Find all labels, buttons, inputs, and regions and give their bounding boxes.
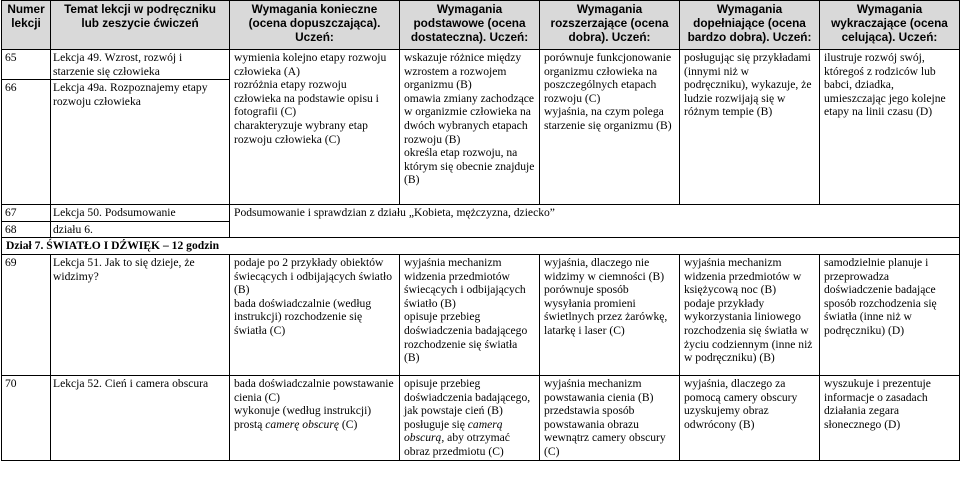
header-num: Numer lekcji xyxy=(2,1,51,50)
req-podstawowe-cell xyxy=(400,254,540,375)
req-dopelniajace-cell xyxy=(680,375,820,460)
header-dopelniajace: Wymagania dopełniające (ocena bardzo dobra). Uczeń: xyxy=(680,1,820,50)
lesson-topic: Lekcja 51. Jak to się dzieje, że widzimy? xyxy=(51,254,230,375)
requirement-text: wykonuje (według instrukcji) prostą xyxy=(234,404,372,431)
requirement-item: wyjaśnia, dlaczego za pomocą camery obscury uzyskujemy obraz odwrócony (B) xyxy=(684,376,798,431)
requirement-item: omawia zmiany zachodzące w organizmie człowieka na dwóch wybranych etapach rozwoju (B) xyxy=(404,91,535,146)
requirement-item: ilustruje rozwój swój, któregoś z rodziców lub babci, dziadka, umieszczając jego kolejne etapy na linii czasu (D) xyxy=(824,51,946,119)
requirement-item: wyjaśnia mechanizm widzenia przedmiotów świecących i odbijających światło (B) xyxy=(404,255,526,310)
req-rozszerzajace-cell xyxy=(540,375,680,460)
requirement-item: bada doświadczalnie powstawanie cienia (C) xyxy=(234,376,394,404)
requirement-item xyxy=(404,418,535,459)
req-wykraczajace-cell xyxy=(820,254,960,375)
header-podstawowe: Wymagania podstawowe (ocena dostateczna). Uczeń: xyxy=(400,1,540,50)
requirement-item: posługując się przykładami (innymi niż w podręczniku), wykazuje, że ludzie rozwijają się w różnym tempie (B) xyxy=(684,51,812,119)
header-rozszerzajace: Wymagania rozszerzające (ocena dobra). Uczeń: xyxy=(540,1,680,50)
lesson-number: 66 xyxy=(2,80,51,205)
lesson-number: 70 xyxy=(2,375,51,460)
table-row xyxy=(2,205,960,222)
requirement-item: wyjaśnia, na czym polega starzenie się organizmu (B) xyxy=(544,105,672,132)
req-podstawowe-cell xyxy=(400,50,540,205)
requirement-item: wskazuje różnice między wzrostem a rozwojem organizmu (B) xyxy=(404,51,522,92)
requirement-item: podaje po 2 przykłady obiektów świecących i odbijających światło (B) xyxy=(234,255,393,297)
req-rozszerzajace-cell xyxy=(540,254,680,375)
req-podstawowe-cell xyxy=(400,375,540,460)
requirement-item xyxy=(234,404,395,431)
table-row xyxy=(2,375,960,460)
table-row xyxy=(2,254,960,375)
header-wykraczajace: Wymagania wykraczające (ocena celująca). Uczeń: xyxy=(820,1,960,50)
requirement-item: bada doświadczalnie (według instrukcji) rozchodzenie się światła (C) xyxy=(234,296,372,337)
lesson-topic: działu 6. xyxy=(51,221,230,238)
lesson-number: 69 xyxy=(2,254,51,375)
header-konieczne: Wymagania konieczne (ocena dopuszczająca). Uczeń: xyxy=(230,1,400,50)
curriculum-table xyxy=(1,0,960,461)
requirement-text: aby otrzymać obraz przedmiotu (C) xyxy=(404,431,510,458)
requirement-text: posługuje się xyxy=(404,417,465,431)
req-rozszerzajace-cell xyxy=(540,50,680,205)
req-wykraczajace-cell xyxy=(820,50,960,205)
lesson-number: 68 xyxy=(2,221,51,238)
requirement-item: rozróżnia etapy rozwoju człowieka na podstawie opisu i fotografii (C) xyxy=(234,78,379,119)
requirement-item: wyjaśnia mechanizm powstawania cienia (B) xyxy=(544,376,654,404)
lesson-topic: Lekcja 49. Wzrost, rozwój i starzenie się człowieka xyxy=(51,50,230,80)
requirement-item: wyjaśnia mechanizm widzenia przedmiotów w księżycową noc (B) xyxy=(684,255,802,297)
lesson-number: 67 xyxy=(2,205,51,222)
requirement-item: określa etap rozwoju, na którym się obecnie znajduje (B) xyxy=(404,146,535,187)
req-dopelniajace-cell xyxy=(680,254,820,375)
table-row xyxy=(2,50,960,80)
req-konieczne-cell xyxy=(230,375,400,460)
requirement-item: porównuje funkcjonowanie organizmu człowieka na poszczególnych etapach rozwoju (C) xyxy=(544,51,672,105)
requirement-item: samodzielnie planuje i przeprowadza doświadczenie badające sposób rozchodzenia się światła (inne niż w podręczniku) (D) xyxy=(824,255,937,337)
requirement-item: wyjaśnia, dlaczego nie widzimy w ciemności (B) xyxy=(544,255,665,283)
requirement-item: opisuje przebieg doświadczenia badającego, jak powstaje cień (B) xyxy=(404,376,531,418)
summary-cell: Podsumowanie i sprawdzian z działu „Kobieta, mężczyzna, dziecko” xyxy=(230,205,960,238)
header-topic: Temat lekcji w podręczniku lub zeszycie ćwiczeń xyxy=(51,1,230,50)
requirement-item: porównuje sposób wysyłania promieni świetlnych przez żarówkę, latarkę i laser (C) xyxy=(544,283,668,337)
lesson-topic: Lekcja 49a. Rozpoznajemy etapy rozwoju człowieka xyxy=(51,80,230,205)
requirement-item: wymienia kolejno etapy rozwoju człowieka (A) xyxy=(234,51,387,78)
requirement-item: przedstawia sposób powstawania obrazu wewnątrz camery obscury (C) xyxy=(544,404,666,458)
requirement-item: podaje przykłady wykorzystania liniowego rozchodzenia się światła w życiu codziennym (inne niż w podręczniku) (B) xyxy=(684,296,813,365)
requirement-code: (C) xyxy=(341,417,358,431)
section-title: Dział 7. ŚWIATŁO I DŹWIĘK – 12 godzin xyxy=(2,238,960,255)
lesson-topic: Lekcja 50. Podsumowanie xyxy=(51,205,230,222)
requirement-item: opisuje przebieg doświadczenia badającego rozchodzenie się światła (B) xyxy=(404,310,528,365)
req-konieczne-cell xyxy=(230,254,400,375)
req-wykraczajace-cell xyxy=(820,375,960,460)
header-row xyxy=(2,1,960,50)
requirement-item: charakteryzuje wybrany etap rozwoju człowieka (C) xyxy=(234,118,368,146)
requirement-emphasis: camerą obscurą, xyxy=(404,417,503,445)
lesson-number: 65 xyxy=(2,50,51,80)
req-konieczne-cell xyxy=(230,50,400,205)
requirement-item: wyszukuje i prezentuje informacje o zasadach działania zegara słonecznego (D) xyxy=(824,376,931,431)
req-dopelniajace-cell xyxy=(680,50,820,205)
section-row xyxy=(2,238,960,255)
lesson-topic: Lekcja 52. Cień i camera obscura xyxy=(51,375,230,460)
requirement-emphasis: camerę obscurę xyxy=(265,417,339,431)
